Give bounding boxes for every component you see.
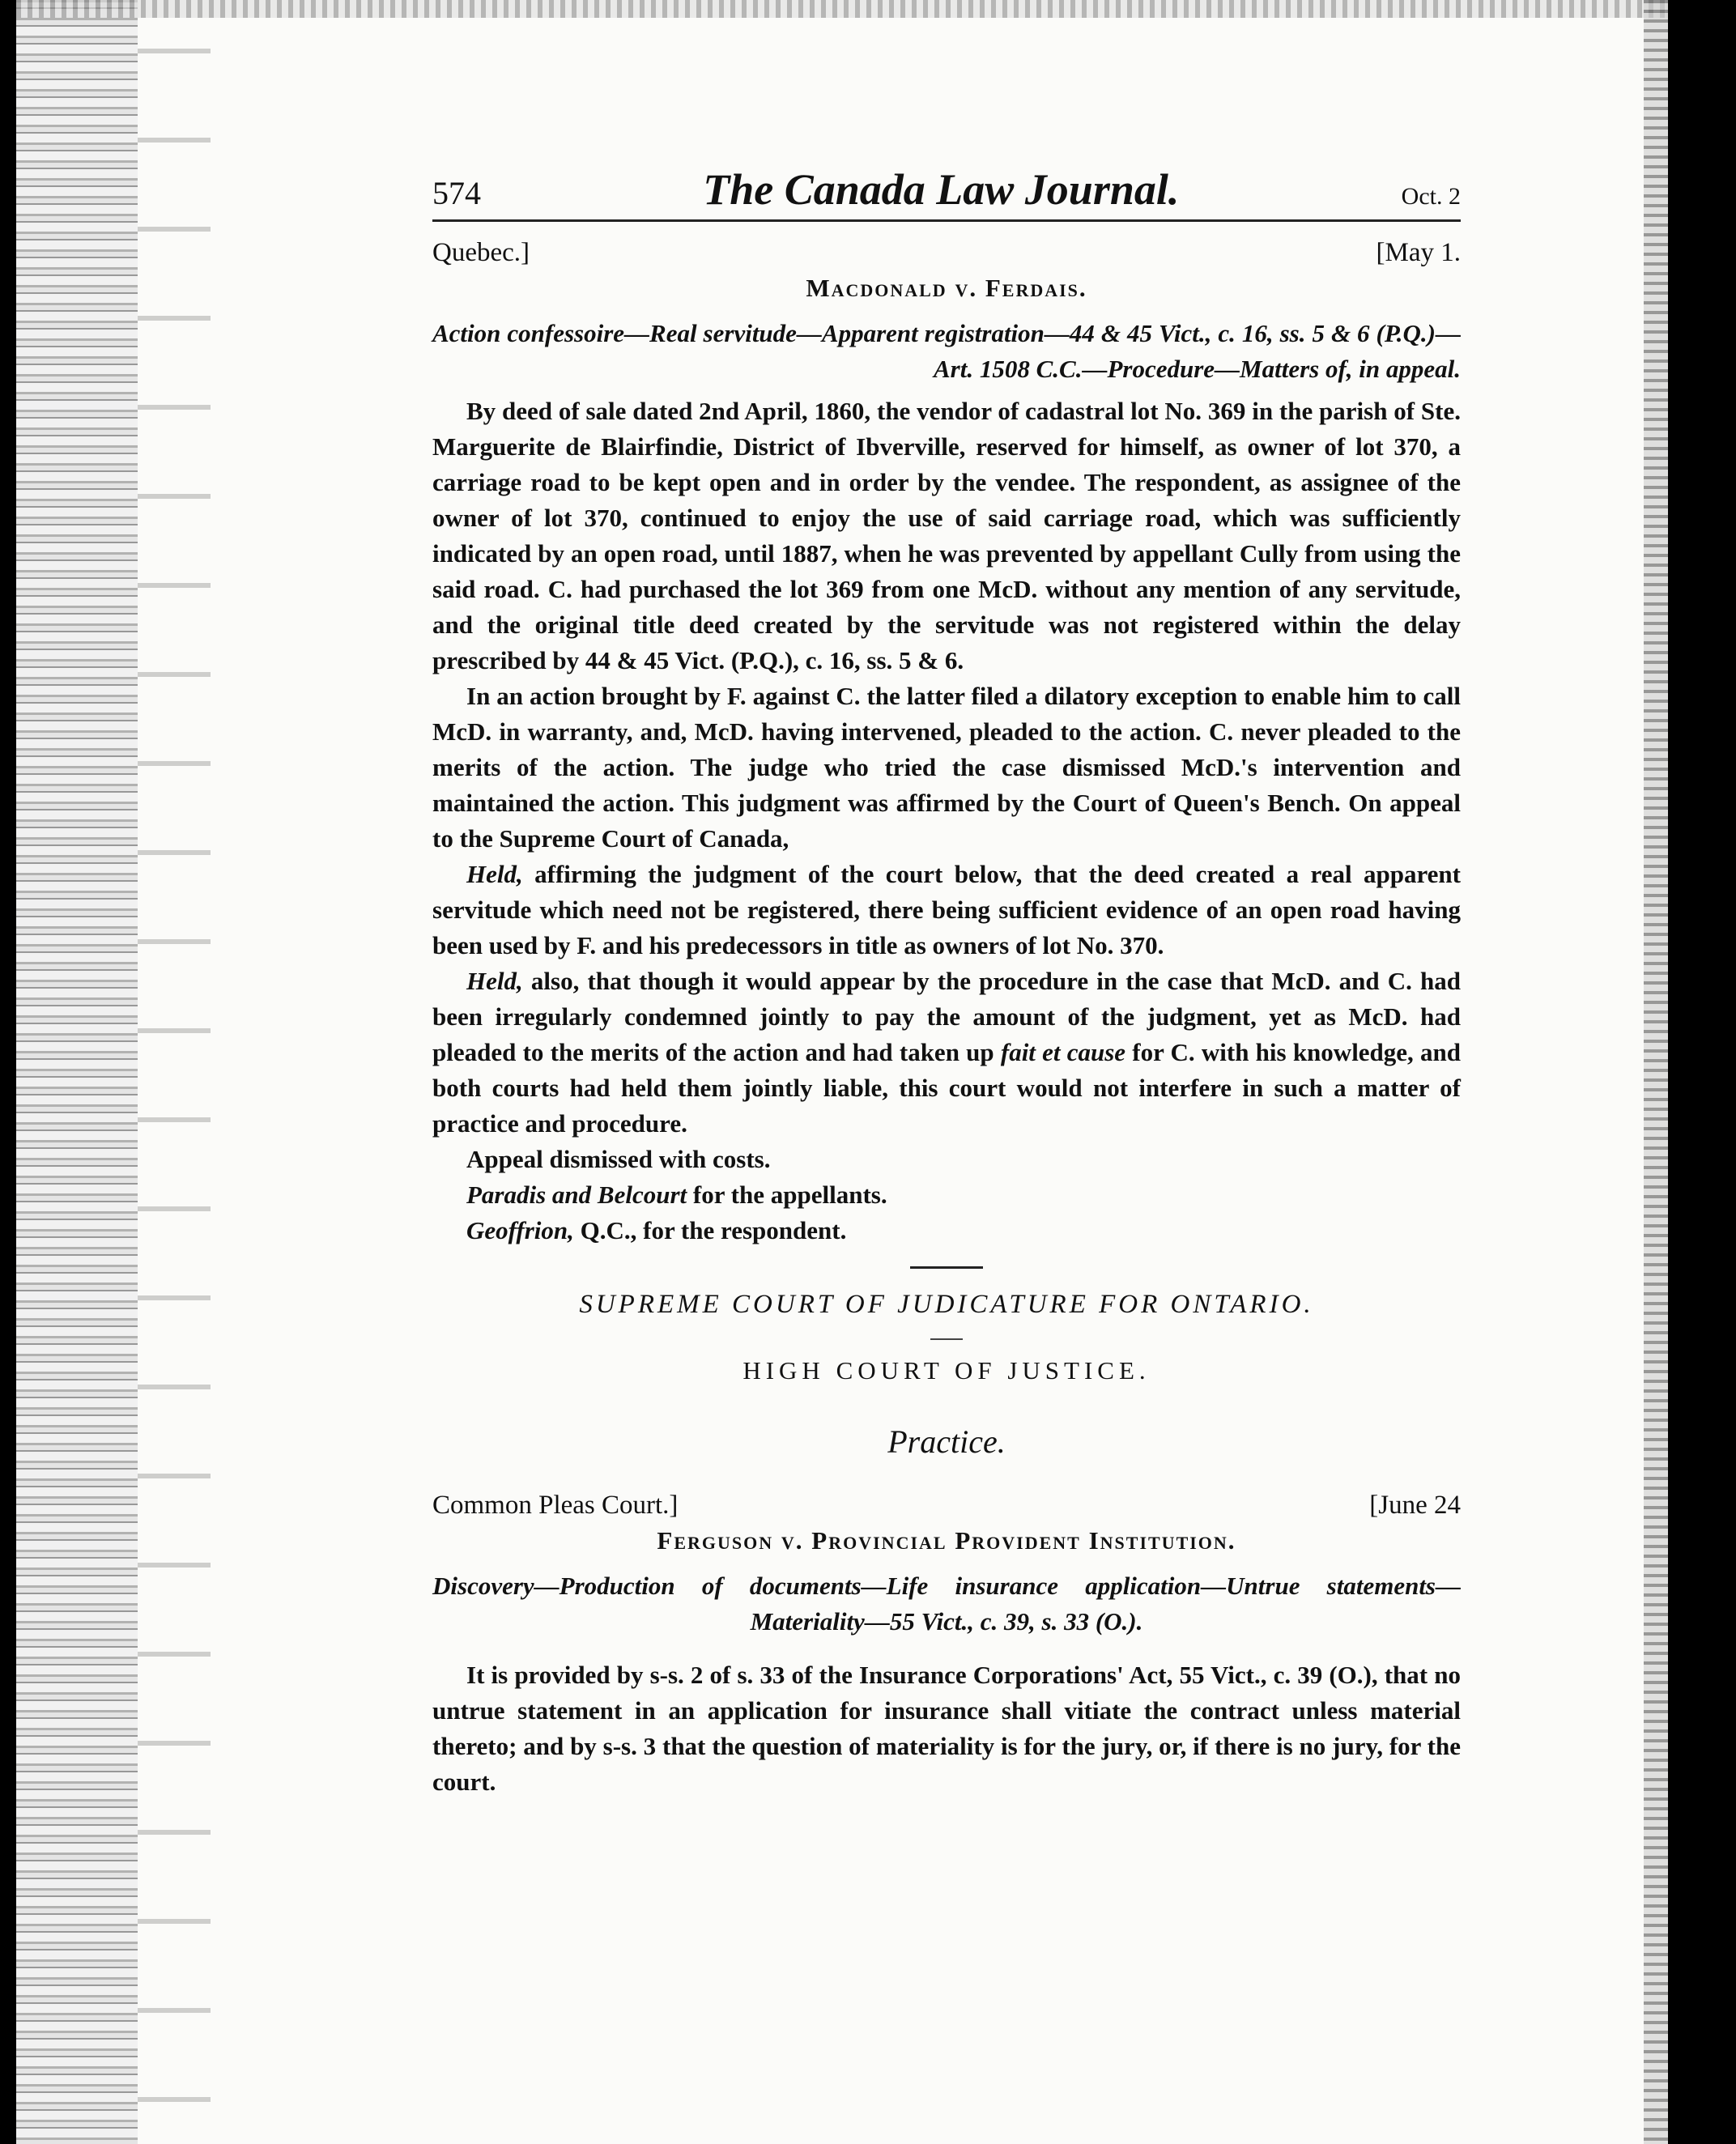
scan-edge-top bbox=[16, 0, 1668, 18]
case2-paragraph: It is provided by s-s. 2 of s. 33 of the Insurance Corporations' Act, 55 Vict., c. 39 (O.), that no untrue statement in an application for insurance shall vitiate the contract unless material thereto; and by s-s. 3 that the question of materiality is for the jury, or, if there is no jury, for the court. bbox=[432, 1661, 1461, 1796]
appellant-counsel-names: Paradis and Belcourt bbox=[466, 1180, 687, 1209]
case2-catchwords: Discovery—Production of documents—Life insurance application—Untrue statements—Materiality—55 Vict., c. 39, s. 33 (O.). bbox=[432, 1572, 1461, 1636]
held-fait-et-cause: fait et cause bbox=[1000, 1038, 1126, 1066]
case1-held-2 bbox=[432, 964, 1461, 1142]
case2-title: Ferguson v. Provincial Provident Institution. bbox=[657, 1526, 1236, 1555]
case1-jurisdiction: Quebec.] bbox=[432, 238, 530, 267]
held-text: affirming the judgment of the court below, that the deed created a real apparent servitude which need not be registered, there being sufficient evidence of an open road having been used by F. and his predecessors in title as owners of lot No. 370. bbox=[432, 860, 1461, 959]
case2-meta bbox=[432, 1487, 1461, 1523]
case1-counsel-respondent bbox=[432, 1213, 1461, 1249]
case1-date: [May 1. bbox=[1376, 238, 1461, 267]
section-divider bbox=[910, 1266, 983, 1269]
scanned-page bbox=[16, 0, 1668, 2144]
case1-paragraph-2: In an action brought by F. against C. the latter filed a dilatory exception to enable him to call McD. in warranty, and, McD. having intervened, pleaded to the action. C. never pleaded to the merits of the action. The judge who tried the case dismissed McD.'s intervention and maintained the action. This judgment was affirmed by the Court of Queen's Bench. On appeal to the Supreme Court of Canada, bbox=[432, 682, 1461, 853]
subject-heading: Practice. bbox=[887, 1423, 1006, 1460]
scan-border-right bbox=[1668, 0, 1736, 2144]
case2-date: [June 24 bbox=[1369, 1491, 1461, 1520]
page-content bbox=[432, 165, 1462, 1800]
respondent-counsel-role: Q.C., for the respondent. bbox=[580, 1216, 847, 1244]
case1-meta bbox=[432, 235, 1461, 270]
page-number: 574 bbox=[432, 175, 481, 211]
appellant-counsel-role: for the appellants. bbox=[692, 1180, 887, 1209]
scan-shadow bbox=[138, 0, 211, 2144]
held-text-a: also, that though it would appear by the procedure in the case that McD. and C. had been irregularly condemned jointly to pay the amount of the judgment, yet as McD. had pleaded to the merits of the action and had taken up bbox=[432, 967, 1462, 1066]
scan-edge-right bbox=[1644, 0, 1668, 2144]
court-heading: SUPREME COURT OF JUDICATURE FOR ONTARIO. bbox=[579, 1290, 1314, 1319]
running-header bbox=[432, 165, 1461, 222]
held-text-b: for C. with his knowledge, and both courts had held them jointly liable, this court would not interfere in such a matter of practice and procedure. bbox=[432, 1038, 1462, 1138]
held-label: Held, bbox=[466, 967, 523, 995]
court-subheading: HIGH COURT OF JUSTICE. bbox=[742, 1356, 1151, 1385]
case1-held-1 bbox=[432, 857, 1461, 964]
case1-catchwords: Action confessoire—Real servitude—Apparent registration—44 & 45 Vict., c. 16, ss. 5 & 6 (P.Q.)—Art. 1508 C.C.—Procedure—Matters of, in appeal. bbox=[432, 319, 1461, 383]
issue-date: Oct. 2 bbox=[1401, 183, 1461, 210]
respondent-counsel-name: Geoffrion, bbox=[466, 1216, 574, 1244]
case1-title: Macdonald v. Ferdais. bbox=[806, 274, 1087, 302]
case1-counsel-appellants bbox=[432, 1177, 1461, 1213]
case1-disposition: Appeal dismissed with costs. bbox=[466, 1145, 771, 1173]
held-label: Held, bbox=[466, 860, 523, 888]
case2-court: Common Pleas Court.] bbox=[432, 1491, 679, 1520]
heading-divider bbox=[930, 1338, 963, 1340]
scan-edge-left bbox=[16, 0, 138, 2144]
journal-title: The Canada Law Journal. bbox=[703, 165, 1180, 214]
case1-paragraph-1: By deed of sale dated 2nd April, 1860, the vendor of cadastral lot No. 369 in the parish of Ste. Marguerite de Blairfindie, District of Ibverville, reserved for himself, as owner of lot 370, a carriage road to be kept open and in order by the vendee. The respondent, as assignee of the owner of lot 370, continued to enjoy the use of said carriage road, which was sufficiently indicated by an open road, until 1887, when he was prevented by appellant Cully from using the said road. C. had purchased the lot 369 from one McD. without any mention of any servitude, and the original title deed created by the servitude was not registered within the delay prescribed by 44 & 45 Vict. (P.Q.), c. 16, ss. 5 & 6. bbox=[432, 397, 1461, 674]
